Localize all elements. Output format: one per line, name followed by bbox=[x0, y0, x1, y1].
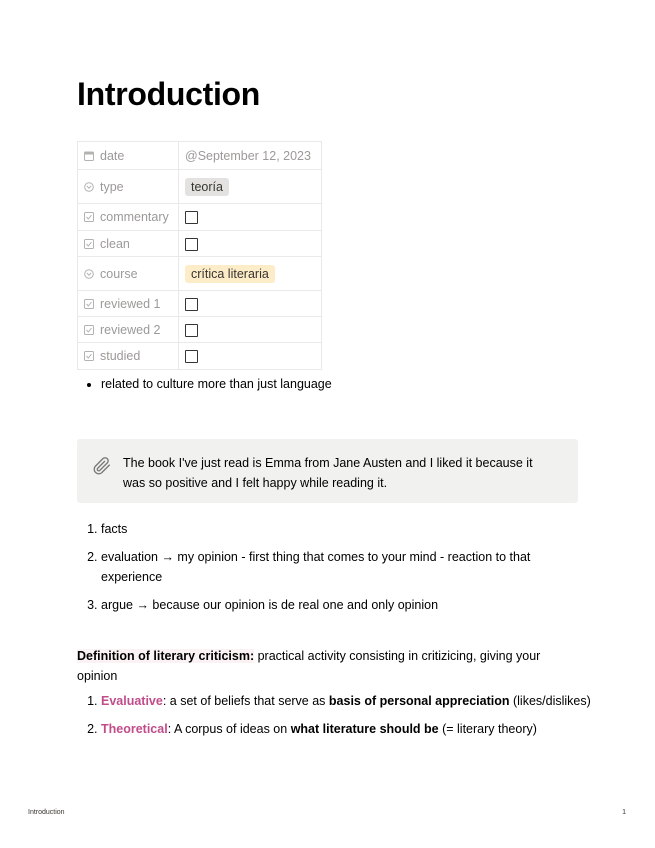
property-key bbox=[78, 291, 179, 317]
reviewed-2-checkbox[interactable] bbox=[185, 324, 198, 337]
list-item-text: (= literary theory) bbox=[438, 722, 537, 736]
calendar-icon bbox=[84, 151, 94, 161]
property-key bbox=[78, 257, 179, 291]
bold-text: what literature should be bbox=[290, 722, 439, 736]
definition-term: Definition of literary criticism: bbox=[77, 649, 255, 663]
list-item: • related to culture more than just language bbox=[101, 377, 332, 391]
property-row-type bbox=[78, 170, 322, 204]
property-key bbox=[78, 170, 179, 204]
list-item bbox=[101, 719, 591, 739]
property-value[interactable] bbox=[179, 142, 322, 170]
callout-text: The book I've just read is Emma from Jane Austen and I liked it because it was so positive and I felt happy while reading it. bbox=[123, 456, 533, 490]
definition-paragraph bbox=[77, 646, 567, 686]
properties-table bbox=[77, 141, 322, 370]
property-key-label: course bbox=[100, 266, 138, 281]
checkbox-property-icon bbox=[84, 325, 94, 335]
clean-checkbox[interactable] bbox=[185, 238, 198, 251]
property-key bbox=[78, 317, 179, 343]
property-key-label: date bbox=[100, 148, 125, 163]
numbered-list bbox=[77, 519, 581, 623]
commentary-checkbox[interactable] bbox=[185, 211, 198, 224]
list-item: 3. argue → because our opinion is de real one and only opinion bbox=[101, 595, 581, 615]
list-item bbox=[101, 691, 591, 711]
highlight-term: Evaluative bbox=[101, 694, 163, 708]
numbered-list bbox=[77, 691, 591, 747]
property-key bbox=[78, 231, 179, 257]
checkbox-property-icon bbox=[84, 239, 94, 249]
list-item-text: : A corpus of ideas on bbox=[167, 722, 291, 736]
property-row-commentary bbox=[78, 204, 322, 231]
property-key bbox=[78, 343, 179, 370]
property-value[interactable] bbox=[179, 170, 322, 204]
property-key-label: commentary bbox=[100, 210, 169, 224]
property-key bbox=[78, 142, 179, 170]
property-row-clean bbox=[78, 231, 322, 257]
select-icon bbox=[84, 182, 94, 192]
type-tag: teoría bbox=[185, 178, 229, 196]
property-row-course bbox=[78, 257, 322, 291]
list-item-text: : a set of beliefs that serve as bbox=[162, 694, 329, 708]
list-item-text: (likes/dislikes) bbox=[509, 694, 591, 708]
highlight-term: Theoretical bbox=[101, 722, 168, 736]
select-icon bbox=[84, 269, 94, 279]
reviewed-1-checkbox[interactable] bbox=[185, 298, 198, 311]
list-item: 2. evaluation → my opinion - first thing that comes to your mind - reaction to that experience bbox=[101, 547, 581, 587]
property-row-reviewed-1 bbox=[78, 291, 322, 317]
date-value: @September 12, 2023 bbox=[185, 148, 311, 163]
checkbox-property-icon bbox=[84, 351, 94, 361]
checkbox-property-icon bbox=[84, 299, 94, 309]
property-key-label: type bbox=[100, 179, 124, 194]
property-row-date bbox=[78, 142, 322, 170]
studied-checkbox[interactable] bbox=[185, 350, 198, 363]
definition-text: practical activity consisting in critizicing, giving your opinion bbox=[77, 649, 541, 683]
property-value[interactable] bbox=[179, 257, 322, 291]
callout-block bbox=[77, 439, 578, 503]
footer-title: Introduction bbox=[28, 809, 65, 816]
course-tag: crítica literaria bbox=[185, 265, 275, 283]
property-key-label: studied bbox=[100, 349, 141, 363]
list-item: 1. facts bbox=[101, 519, 581, 539]
property-value bbox=[179, 231, 322, 257]
property-value bbox=[179, 343, 322, 370]
property-row-studied bbox=[78, 343, 322, 370]
bold-text: basis of personal appreciation bbox=[328, 694, 510, 708]
checkbox-property-icon bbox=[84, 212, 94, 222]
property-value bbox=[179, 317, 322, 343]
bullet-list bbox=[77, 377, 332, 391]
property-key-label: clean bbox=[100, 236, 130, 251]
property-key-label: reviewed 2 bbox=[100, 322, 161, 337]
property-value bbox=[179, 204, 322, 231]
page-title: Introduction bbox=[77, 76, 261, 112]
property-key-label: reviewed 1 bbox=[100, 296, 161, 311]
page-number: 1 bbox=[622, 809, 626, 816]
property-row-reviewed-2 bbox=[78, 317, 322, 343]
property-key bbox=[78, 204, 179, 231]
paperclip-icon bbox=[91, 455, 113, 477]
property-value bbox=[179, 291, 322, 317]
